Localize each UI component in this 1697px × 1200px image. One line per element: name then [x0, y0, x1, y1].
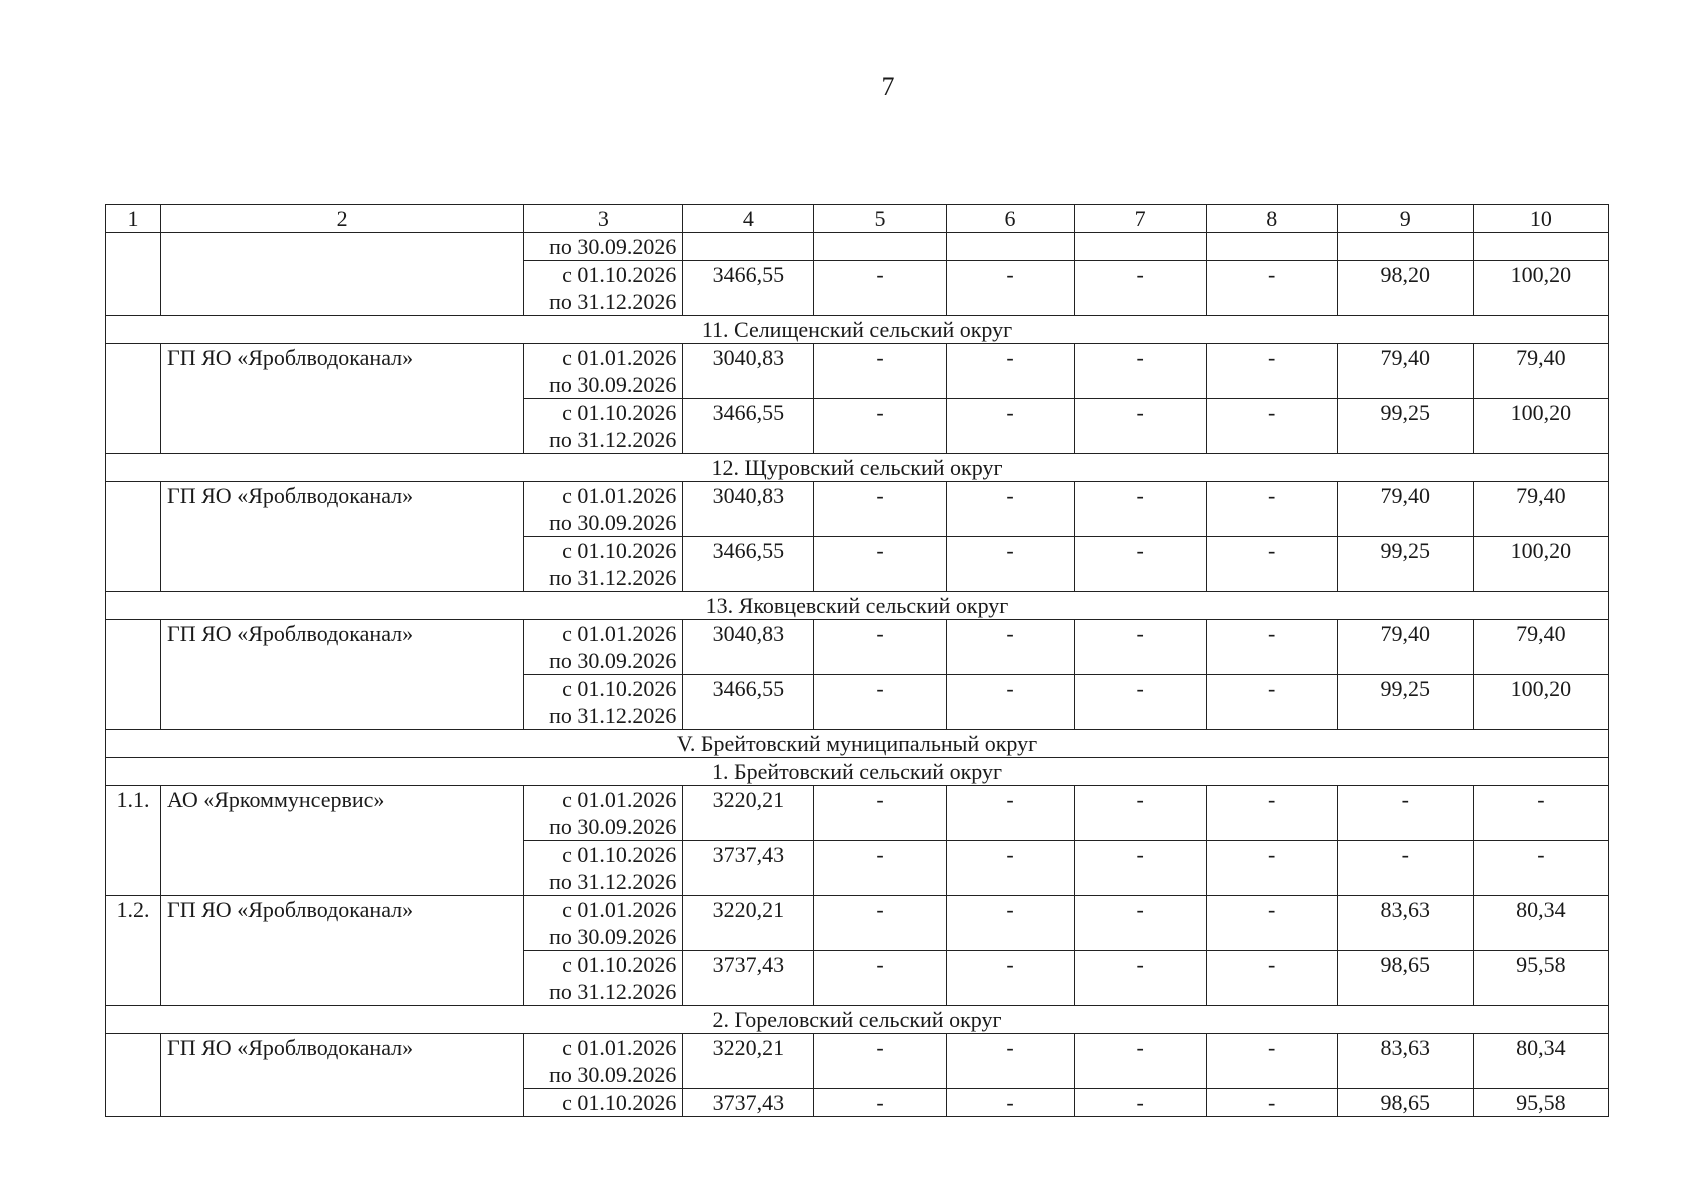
organization-cell: ГП ЯО «Яроблводоканал» [161, 1034, 524, 1117]
value-cell [1337, 233, 1473, 261]
period-cell [524, 344, 683, 399]
value-cell: 98,20 [1337, 261, 1473, 316]
value-cell: 95,58 [1473, 951, 1608, 1006]
value-cell: 3737,43 [683, 841, 814, 896]
organization-cell: ГП ЯО «Яроблводоканал» [161, 896, 524, 1006]
column-number-row [106, 205, 1609, 233]
column-header: 9 [1337, 205, 1473, 233]
value-cell: 100,20 [1473, 675, 1608, 730]
period-cell [524, 537, 683, 592]
value-cell: - [946, 1089, 1074, 1117]
row-number-cell: 1.1. [106, 786, 161, 896]
table-row [106, 620, 1609, 675]
period-cell [524, 896, 683, 951]
period-to: по 31.12.2026 [549, 979, 677, 1004]
value-cell: - [1206, 896, 1337, 951]
organization-cell: ГП ЯО «Яроблводоканал» [161, 344, 524, 454]
organization-cell: АО «Яркоммунсервис» [161, 786, 524, 896]
period-to: по 31.12.2026 [549, 565, 677, 590]
period-to: по 31.12.2026 [549, 289, 677, 314]
value-cell: 99,25 [1337, 675, 1473, 730]
value-cell: - [1337, 841, 1473, 896]
value-cell: - [1074, 896, 1206, 951]
value-cell: - [814, 786, 946, 841]
value-cell [1473, 233, 1608, 261]
period-from: с 01.10.2026 [562, 538, 677, 563]
table-row [106, 786, 1609, 841]
period-to: по 30.09.2026 [549, 510, 677, 535]
value-cell: 3737,43 [683, 951, 814, 1006]
value-cell: - [1206, 261, 1337, 316]
value-cell: 83,63 [1337, 896, 1473, 951]
value-cell: 99,25 [1337, 537, 1473, 592]
value-cell: 80,34 [1473, 1034, 1608, 1089]
value-cell: - [814, 841, 946, 896]
row-number-cell: 1.2. [106, 896, 161, 1006]
value-cell: - [1074, 537, 1206, 592]
period-from: с 01.10.2026 [562, 262, 677, 287]
value-cell: - [1206, 344, 1337, 399]
page-number: 7 [881, 72, 895, 101]
value-cell: - [814, 1089, 946, 1117]
period-cell [524, 841, 683, 896]
value-cell: 79,40 [1473, 620, 1608, 675]
period-to: по 31.12.2026 [549, 427, 677, 452]
value-cell: - [1206, 841, 1337, 896]
column-header: 3 [524, 205, 683, 233]
value-cell: 79,40 [1473, 344, 1608, 399]
value-cell: - [946, 1034, 1074, 1089]
value-cell: - [1206, 620, 1337, 675]
value-cell: 3466,55 [683, 537, 814, 592]
value-cell: - [946, 344, 1074, 399]
value-cell: - [1074, 399, 1206, 454]
value-cell: 3466,55 [683, 399, 814, 454]
period-cell [524, 399, 683, 454]
column-header: 5 [814, 205, 946, 233]
value-cell: 80,34 [1473, 896, 1608, 951]
column-header: 1 [106, 205, 161, 233]
value-cell: - [814, 537, 946, 592]
value-cell [683, 233, 814, 261]
value-cell: 3040,83 [683, 620, 814, 675]
row-number-cell [106, 1034, 161, 1117]
table-row [106, 1034, 1609, 1089]
column-header: 10 [1473, 205, 1608, 233]
value-cell: - [1074, 951, 1206, 1006]
section-title: 2. Гореловский сельский округ [106, 1006, 1609, 1034]
period-cell [524, 620, 683, 675]
value-cell: - [814, 896, 946, 951]
value-cell: - [946, 261, 1074, 316]
period-to: по 30.09.2026 [549, 814, 677, 839]
period-from: с 01.01.2026 [562, 1035, 677, 1060]
column-header: 7 [1074, 205, 1206, 233]
period-cell [524, 261, 683, 316]
period-cell: по 30.09.2026 [524, 233, 683, 261]
value-cell: - [946, 841, 1074, 896]
section-title: 11. Селищенский сельский округ [106, 316, 1609, 344]
value-cell: - [946, 537, 1074, 592]
value-cell: - [814, 399, 946, 454]
period-cell [524, 951, 683, 1006]
district-row [106, 730, 1609, 758]
organization-cell: ГП ЯО «Яроблводоканал» [161, 620, 524, 730]
value-cell: - [1473, 841, 1608, 896]
value-cell: - [814, 1034, 946, 1089]
period-to: по 30.09.2026 [549, 648, 677, 673]
tariff-table [105, 204, 1609, 1117]
value-cell: - [1074, 344, 1206, 399]
value-cell [814, 233, 946, 261]
value-cell: - [946, 399, 1074, 454]
value-cell: 98,65 [1337, 1089, 1473, 1117]
value-cell [1074, 233, 1206, 261]
value-cell: - [1074, 261, 1206, 316]
value-cell: - [1074, 675, 1206, 730]
value-cell: 95,58 [1473, 1089, 1608, 1117]
organization-cell: ГП ЯО «Яроблводоканал» [161, 482, 524, 592]
value-cell: - [1337, 786, 1473, 841]
value-cell: - [1473, 786, 1608, 841]
table-row [106, 344, 1609, 399]
table-row [106, 896, 1609, 951]
value-cell: - [814, 482, 946, 537]
value-cell: 3220,21 [683, 896, 814, 951]
value-cell: - [946, 786, 1074, 841]
value-cell: - [946, 482, 1074, 537]
period-from: с 01.01.2026 [562, 897, 677, 922]
value-cell: 100,20 [1473, 261, 1608, 316]
row-number-cell [106, 233, 161, 316]
value-cell: 83,63 [1337, 1034, 1473, 1089]
value-cell: - [946, 951, 1074, 1006]
value-cell: - [1206, 482, 1337, 537]
section-title: 12. Щуровский сельский округ [106, 454, 1609, 482]
period-from: с 01.10.2026 [562, 842, 677, 867]
period-to: по 31.12.2026 [549, 869, 677, 894]
value-cell: - [814, 261, 946, 316]
section-row [106, 316, 1609, 344]
value-cell: 3466,55 [683, 261, 814, 316]
column-header: 4 [683, 205, 814, 233]
period-from: с 01.01.2026 [562, 787, 677, 812]
value-cell: - [946, 620, 1074, 675]
row-number-cell [106, 620, 161, 730]
value-cell: - [1074, 482, 1206, 537]
value-cell: - [1074, 841, 1206, 896]
period-to: по 30.09.2026 [549, 924, 677, 949]
organization-cell [161, 233, 524, 316]
period-from: с 01.01.2026 [562, 621, 677, 646]
period-from: с 01.10.2026 [562, 400, 677, 425]
table-row [106, 233, 1609, 261]
value-cell: - [1206, 399, 1337, 454]
period-from: с 01.01.2026 [562, 483, 677, 508]
value-cell: 79,40 [1337, 482, 1473, 537]
period-cell: с 01.10.2026 [524, 1089, 683, 1117]
value-cell [1206, 233, 1337, 261]
value-cell: - [1206, 675, 1337, 730]
value-cell: - [814, 675, 946, 730]
value-cell: - [946, 675, 1074, 730]
section-title: 13. Яковцевский сельский округ [106, 592, 1609, 620]
period-from: с 01.01.2026 [562, 345, 677, 370]
value-cell: - [1074, 620, 1206, 675]
period-to: по 30.09.2026 [549, 1062, 677, 1087]
section-row [106, 758, 1609, 786]
period-cell [524, 1034, 683, 1089]
value-cell: - [1074, 1089, 1206, 1117]
value-cell [946, 233, 1074, 261]
district-title: V. Брейтовский муниципальный округ [106, 730, 1609, 758]
value-cell: 98,65 [1337, 951, 1473, 1006]
value-cell: - [1206, 537, 1337, 592]
row-number-cell [106, 482, 161, 592]
value-cell: - [1074, 1034, 1206, 1089]
period-from: с 01.10.2026 [562, 952, 677, 977]
value-cell: 99,25 [1337, 399, 1473, 454]
period-cell [524, 675, 683, 730]
value-cell: 3220,21 [683, 786, 814, 841]
section-row [106, 592, 1609, 620]
value-cell: 3466,55 [683, 675, 814, 730]
period-to: по 30.09.2026 [549, 372, 677, 397]
value-cell: - [814, 620, 946, 675]
value-cell: - [946, 896, 1074, 951]
value-cell: - [814, 951, 946, 1006]
value-cell: 3737,43 [683, 1089, 814, 1117]
value-cell: - [1206, 1034, 1337, 1089]
value-cell: 79,40 [1473, 482, 1608, 537]
value-cell: 3040,83 [683, 344, 814, 399]
period-from: с 01.10.2026 [562, 676, 677, 701]
section-row [106, 454, 1609, 482]
value-cell: 79,40 [1337, 344, 1473, 399]
value-cell: 3040,83 [683, 482, 814, 537]
column-header: 8 [1206, 205, 1337, 233]
row-number-cell [106, 344, 161, 454]
section-row [106, 1006, 1609, 1034]
value-cell: - [814, 344, 946, 399]
column-header: 2 [161, 205, 524, 233]
value-cell: - [1206, 951, 1337, 1006]
value-cell: 100,20 [1473, 537, 1608, 592]
value-cell: - [1074, 786, 1206, 841]
value-cell: - [1206, 1089, 1337, 1117]
period-to: по 31.12.2026 [549, 703, 677, 728]
section-title: 1. Брейтовский сельский округ [106, 758, 1609, 786]
period-cell [524, 786, 683, 841]
value-cell: - [1206, 786, 1337, 841]
value-cell: 79,40 [1337, 620, 1473, 675]
value-cell: 3220,21 [683, 1034, 814, 1089]
column-header: 6 [946, 205, 1074, 233]
table-row [106, 482, 1609, 537]
period-cell [524, 482, 683, 537]
value-cell: 100,20 [1473, 399, 1608, 454]
